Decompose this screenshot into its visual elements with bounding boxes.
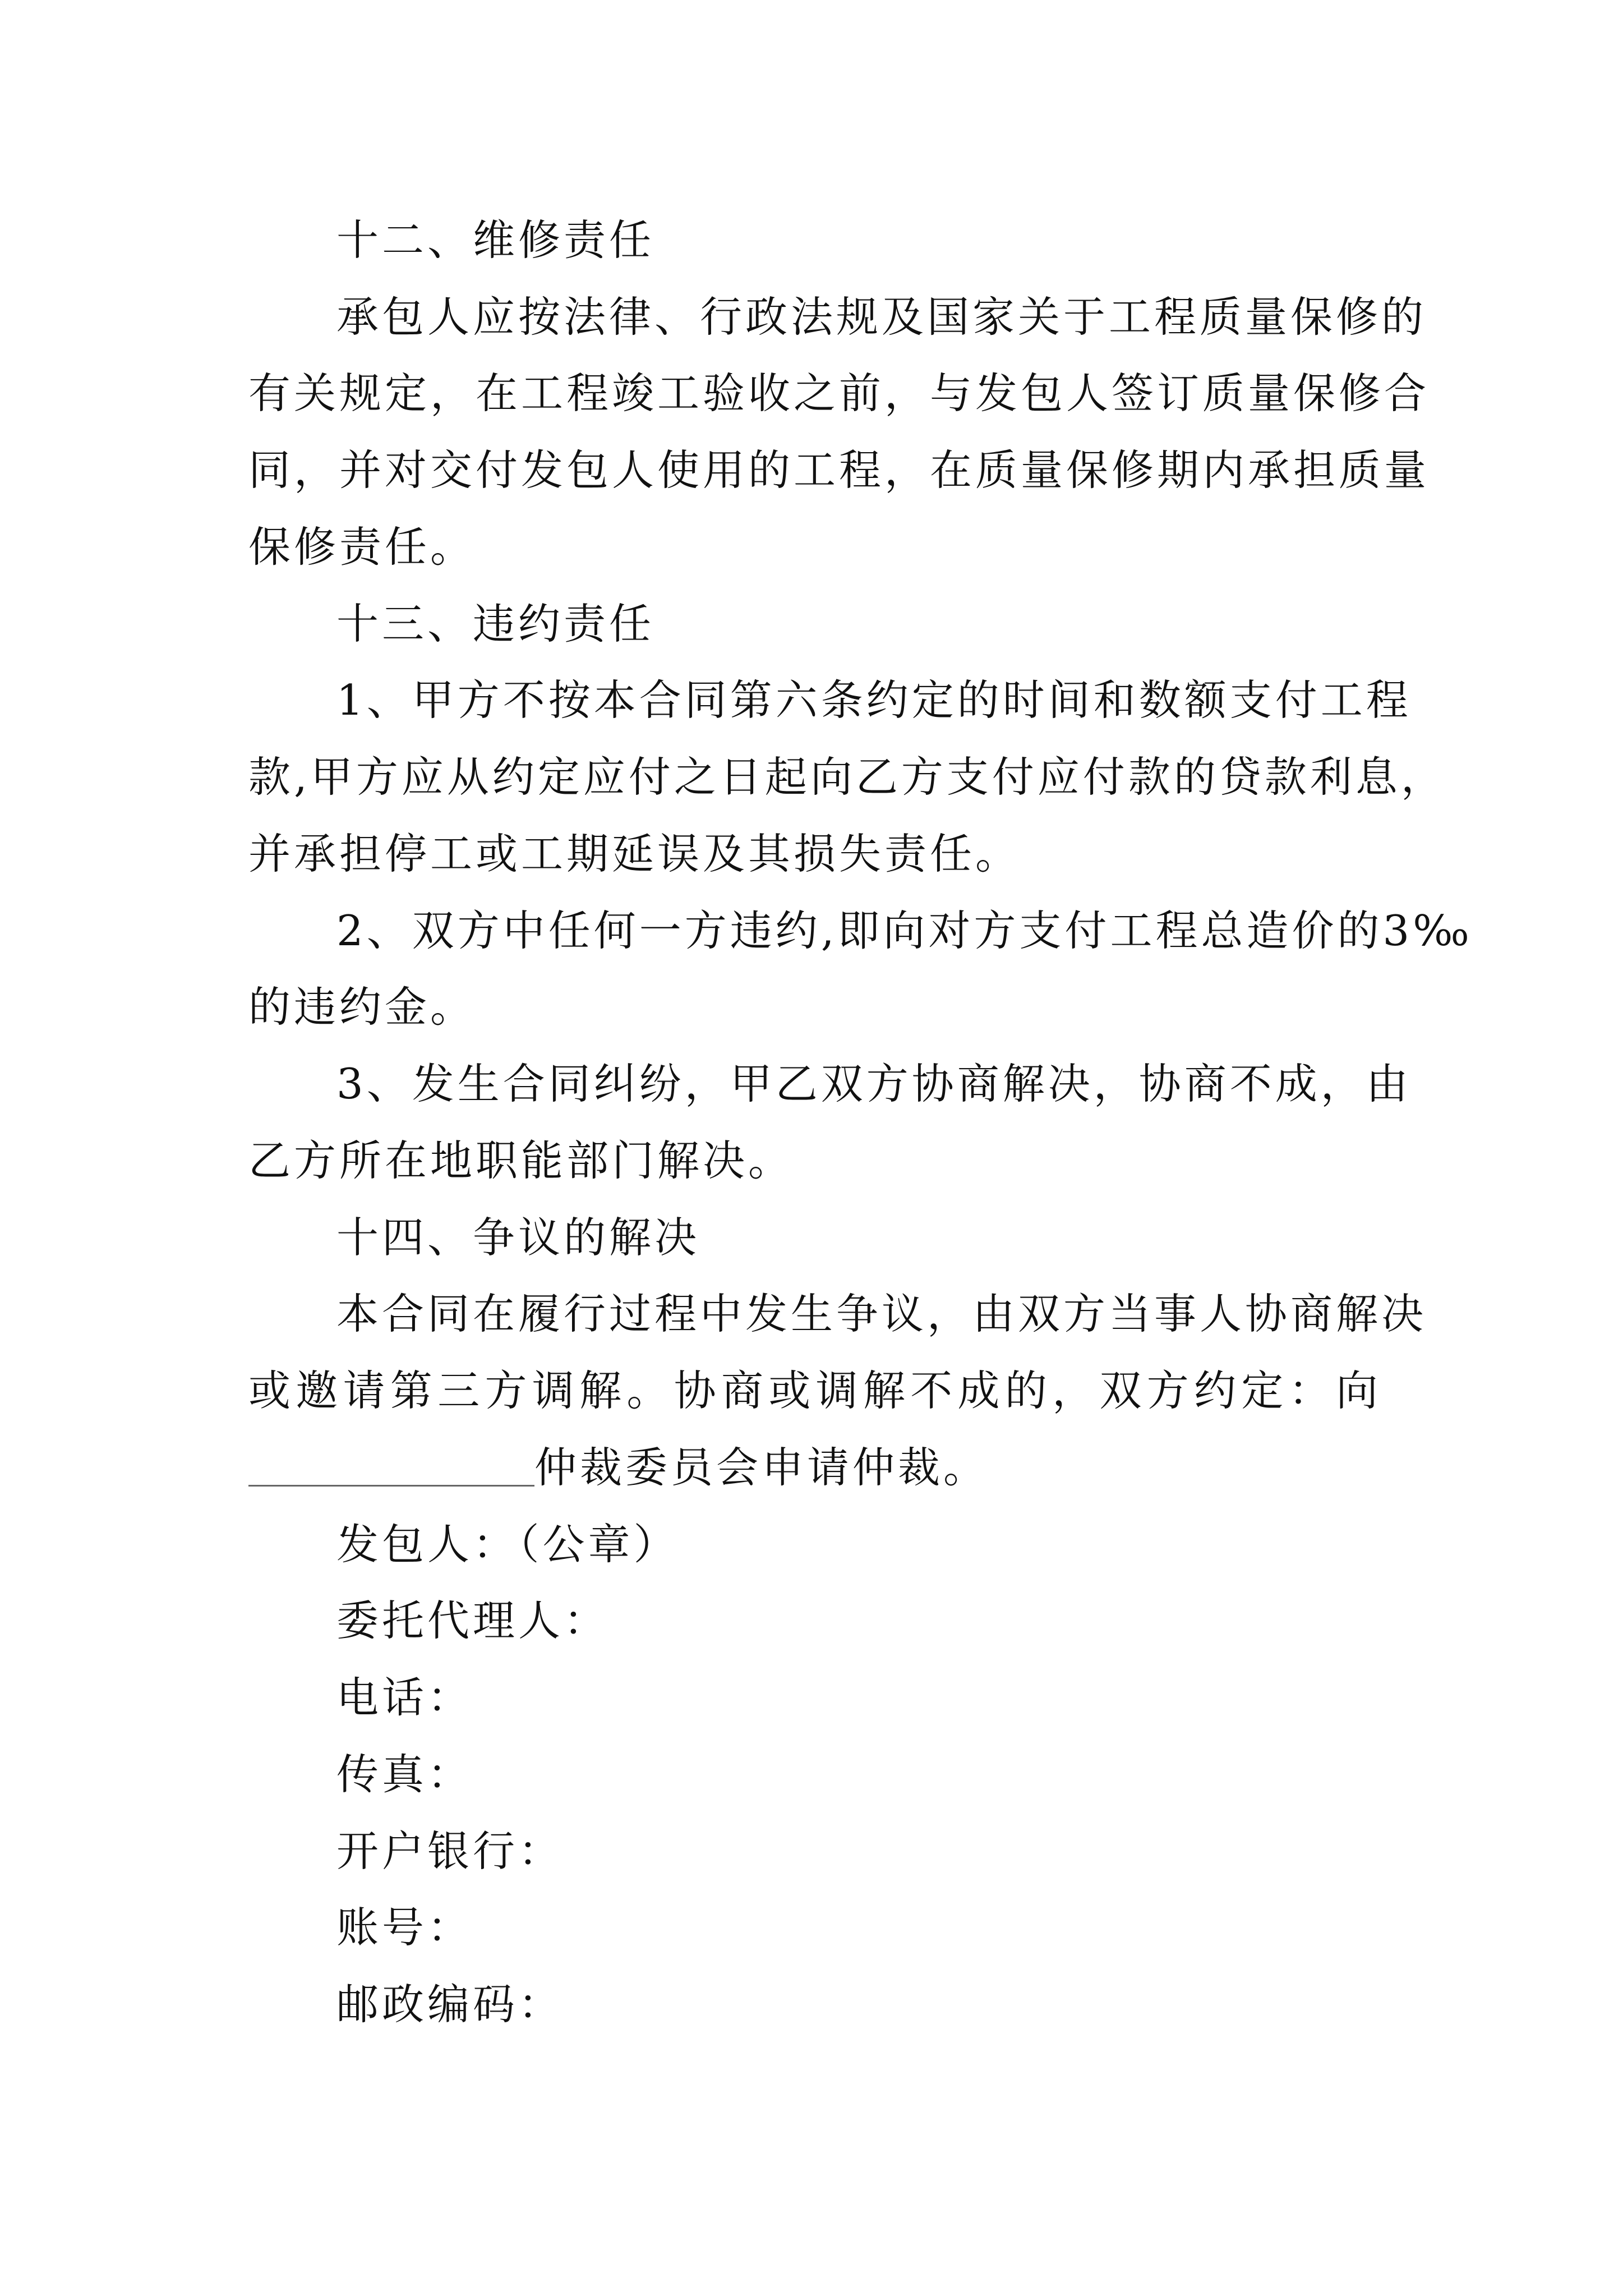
section-13-item2-line-1: 2、双方中任何一方违约,即向对方支付工程总造价的3‰ <box>336 906 1473 955</box>
account-label: 账号： <box>336 1903 473 1952</box>
section-14-line-1: 本合同在履行过程中发生争议，由双方当事人协商解决 <box>336 1289 1427 1338</box>
arbitration-text: 仲裁委员会申请仲裁。 <box>534 1443 989 1492</box>
section-13-heading: 十三、违约责任 <box>336 599 655 648</box>
section-13-item1-line-1: 1、甲方不按本合同第六条约定的时间和数额支付工程 <box>336 675 1412 725</box>
section-12-line-1: 承包人应按法律、行政法规及国家关于工程质量保修的 <box>336 292 1427 342</box>
section-13-item3-line-2: 乙方所在地职能部门解决。 <box>248 1136 794 1185</box>
postcode-label: 邮政编码： <box>336 1980 564 2029</box>
section-14-heading: 十四、争议的解决 <box>336 1213 700 1262</box>
fax-label: 传真： <box>336 1750 473 1799</box>
section-12-line-3: 同，并对交付发包人使用的工程，在质量保修期内承担质量 <box>248 445 1430 495</box>
employer-seal-label: 发包人：（公章） <box>336 1520 679 1569</box>
section-13-item1-line-3: 并承担停工或工期延误及其损失责任。 <box>248 829 1021 878</box>
bank-label: 开户银行： <box>336 1826 564 1876</box>
section-14-line-3 <box>248 1442 989 1493</box>
section-14-line-2: 或邀请第三方调解。协商或调解不成的，双方约定：向 <box>248 1366 1381 1415</box>
phone-label: 电话： <box>336 1673 473 1722</box>
section-12-line-4: 保修责任。 <box>248 522 476 572</box>
section-12-heading: 十二、维修责任 <box>336 215 655 265</box>
section-13-item1-line-2: 款,甲方应从约定应付之日起向乙方支付应付款的贷款利息， <box>248 752 1446 802</box>
section-13-item3-line-1: 3、发生合同纠纷，甲乙双方协商解决，协商不成，由 <box>336 1059 1412 1108</box>
agent-label: 委托代理人： <box>336 1596 610 1645</box>
arbitration-blank <box>248 1446 534 1487</box>
section-13-item2-line-2: 的违约金。 <box>248 982 476 1032</box>
section-12-line-2: 有关规定，在工程竣工验收之前，与发包人签订质量保修合 <box>248 369 1430 418</box>
